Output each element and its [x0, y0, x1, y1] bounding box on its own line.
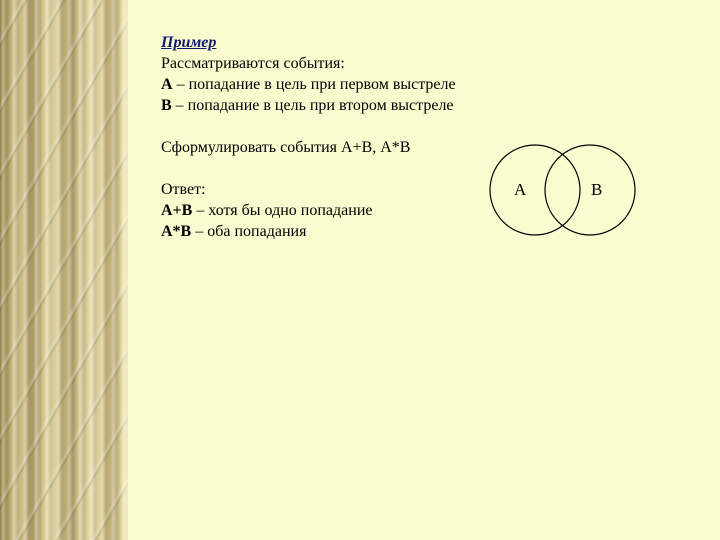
- answer-sum-text: – хотя бы одно попадание: [192, 202, 373, 219]
- venn-diagram: [480, 135, 650, 245]
- event-b-line: [161, 95, 681, 116]
- venn-circle-a: [490, 145, 580, 235]
- answer-product-symbol: А*В: [161, 223, 192, 240]
- venn-label-a: А: [514, 180, 527, 199]
- event-a-line: [161, 74, 681, 95]
- event-b-symbol: В: [161, 97, 172, 114]
- answer-sum-symbol: А+В: [161, 202, 193, 219]
- slide-title: Пример: [161, 34, 217, 51]
- event-b-text: – попадание в цель при втором выстреле: [171, 97, 454, 114]
- border-fade: [120, 0, 132, 540]
- decorative-border: [0, 0, 128, 540]
- event-a-text: – попадание в цель при первом выстреле: [172, 76, 456, 93]
- venn-label-b: В: [591, 180, 603, 199]
- intro-text: Рассматриваются события:: [161, 55, 345, 72]
- event-a-symbol: А: [161, 76, 173, 93]
- answer-label: Ответ:: [161, 181, 206, 198]
- answer-product-text: – оба попадания: [191, 223, 307, 240]
- spacer: [161, 116, 681, 137]
- venn-circle-b: [545, 145, 635, 235]
- task-text: Сформулировать события А+В, А*В: [161, 139, 411, 156]
